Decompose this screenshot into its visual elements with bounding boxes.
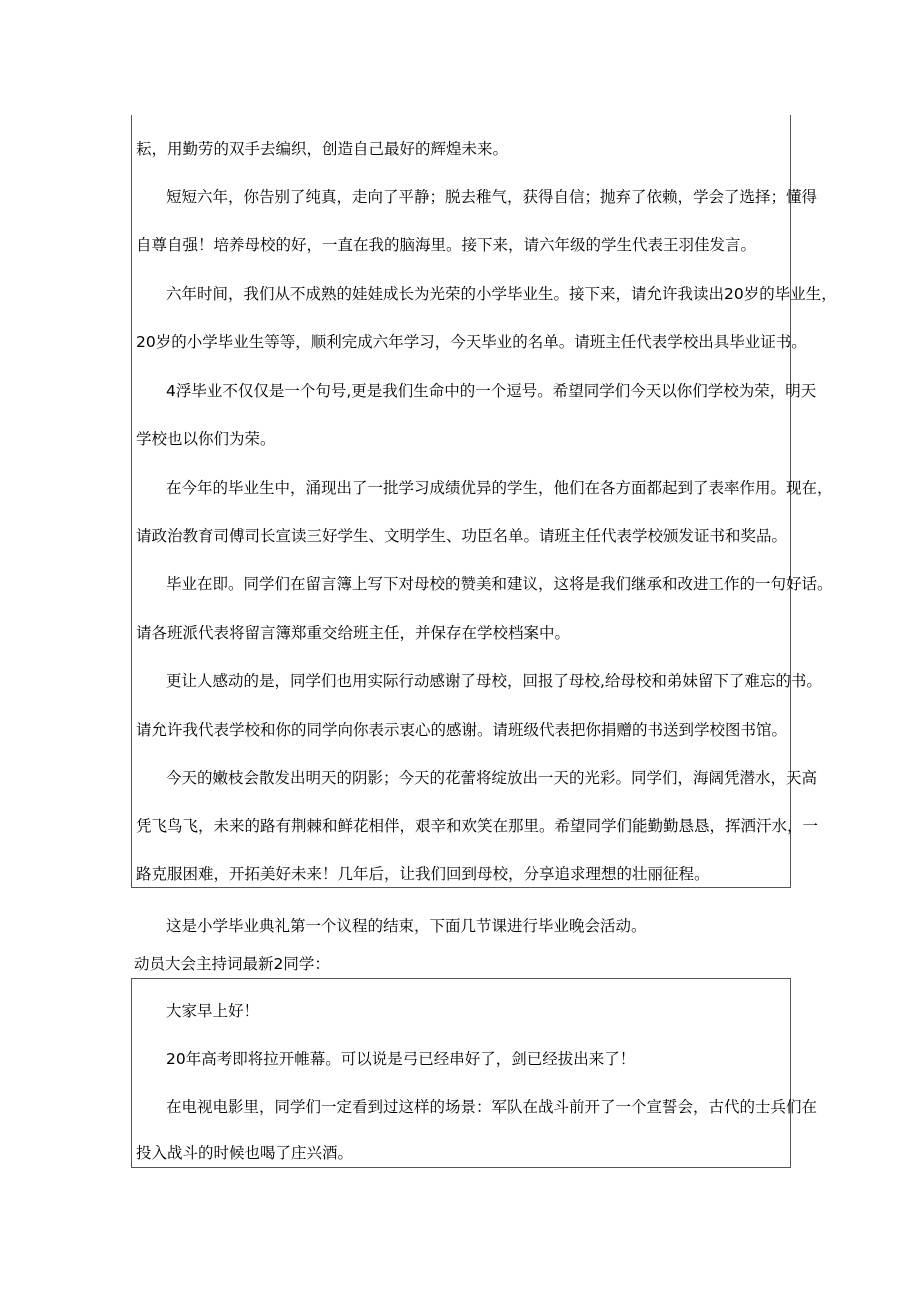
paragraph-line: 投入战斗的时候也喝了庄兴酒。 <box>136 1144 354 1162</box>
closing-line: 这是小学毕业典礼第一个议程的结束，下面几节课进行毕业晚会活动。 <box>166 917 647 935</box>
paragraph-line: 短短六年，你告别了纯真，走向了平静；脱去稚气，获得自信；抛弃了依赖，学会了选择；懂得 <box>166 188 818 206</box>
paragraph-line: 六年时间，我们从不成熟的娃娃成长为光荣的小学毕业生。接下来，请允许我读出20岁的毕业生， <box>166 285 837 303</box>
paragraph-line: 20年高考即将拉开帷幕。可以说是弓已经串好了，剑已经拔出来了！ <box>166 1050 636 1068</box>
paragraph-line: 请各班派代表将留言簿郑重交给班主任，并保存在学校档案中。 <box>136 624 571 642</box>
paragraph-line: 凭飞鸟飞，未来的路有荆棘和鲜花相伴，艰辛和欢笑在那里。希望同学们能勤勤恳恳，挥洒汗水，一 <box>136 817 819 835</box>
paragraph-line: 今天的嫩枝会散发出明天的阴影；今天的花蕾将绽放出一天的光彩。同学们，海阔凭潜水，天高 <box>166 769 818 787</box>
paragraph-line: 大家早上好！ <box>166 1002 260 1020</box>
paragraph-line: 毕业在即。同学们在留言簿上写下对母校的赞美和建议，这将是我们继承和改进工作的一句好话。 <box>166 575 833 593</box>
paragraph-line: 在今年的毕业生中，涌现出了一批学习成绩优异的学生，他们在各方面都起到了表率作用。现在， <box>166 479 833 497</box>
paragraph-line: 耘，用勤劳的双手去编织，创造自己最好的辉煌未来。 <box>136 140 509 158</box>
paragraph-line: 更让人感动的是，同学们也用实际行动感谢了母校，回报了母校,给母校和弟妹留下了难忘的书。 <box>166 672 822 690</box>
paragraph-line: 请政治教育司傅司长宣读三好学生、文明学生、功臣名单。请班主任代表学校颁发证书和奖品。 <box>136 527 788 545</box>
section-heading: 动员大会主持词最新2同学： <box>134 955 330 973</box>
paragraph-line: 自尊自强！培养母校的好，一直在我的脑海里。接下来，请六年级的学生代表王羽佳发言。 <box>136 236 757 254</box>
paragraph-line: 4浮毕业不仅仅是一个句号,更是我们生命中的一个逗号。希望同学们今天以你们学校为荣，明天 <box>166 382 817 400</box>
paragraph-line: 学校也以你们为荣。 <box>136 430 276 448</box>
paragraph-line: 在电视电影里，同学们一定看到过这样的场景：军队在战斗前开了一个宣誓会，古代的士兵们在 <box>166 1098 818 1116</box>
paragraph-line: 路克服困难，开拓美好未来！几年后，让我们回到母校，分享追求理想的壮丽征程。 <box>136 865 710 883</box>
paragraph-line: 20岁的小学毕业生等等，顺利完成六年学习，今天毕业的名单。请班主任代表学校出具毕业证书。 <box>136 333 807 351</box>
paragraph-line: 请允许我代表学校和你的同学向你表示衷心的感谢。请班级代表把你捐赠的书送到学校图书馆。 <box>136 721 788 739</box>
